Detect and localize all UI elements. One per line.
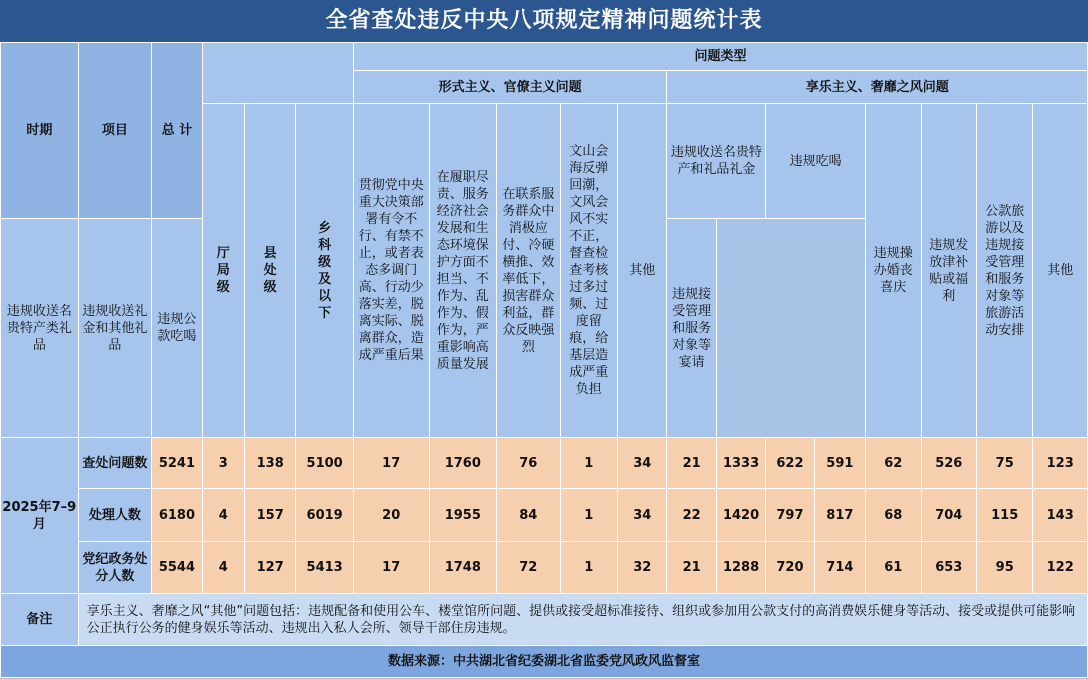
- cell-value: 123: [1033, 438, 1088, 489]
- header-wedding: 违规操办婚丧喜庆: [866, 104, 921, 438]
- header-problem-type: 问题类型: [353, 43, 1087, 71]
- cell-value: 1: [560, 438, 617, 489]
- header-gift-2: 违规收送礼金和其他礼品: [78, 219, 152, 438]
- statistics-table: [0, 42, 1088, 678]
- cell-value: 122: [1033, 542, 1088, 594]
- cell-value: 714: [814, 542, 865, 594]
- cell-value: 115: [976, 489, 1032, 542]
- cell-value: 21: [667, 438, 716, 489]
- cell-value: 1955: [429, 489, 497, 542]
- row-label: 查处问题数: [78, 438, 152, 489]
- row-label: 处理人数: [78, 489, 152, 542]
- cell-value: 68: [866, 489, 921, 542]
- header-meal-group: 违规吃喝: [766, 104, 866, 219]
- cell-value: 75: [976, 438, 1032, 489]
- header-total: 总 计: [152, 43, 202, 219]
- header-gift-1: 违规收送名贵特产类礼品: [1, 219, 79, 438]
- cell-value: 817: [814, 489, 865, 542]
- cell-value: 526: [921, 438, 976, 489]
- cell-value: 138: [244, 438, 295, 489]
- cell-value: 76: [497, 438, 561, 489]
- cell-value: 1748: [429, 542, 497, 594]
- cell-value: 6180: [152, 489, 202, 542]
- cell-value: 5100: [296, 438, 353, 489]
- header-level-xian: [244, 104, 295, 438]
- note-label: 备注: [1, 594, 79, 646]
- header-level-ting-label: 厅局级: [216, 246, 230, 295]
- header-level-xiang: [296, 104, 353, 438]
- cell-value: 1420: [716, 489, 765, 542]
- cell-value: 20: [353, 489, 429, 542]
- cell-value: 1: [560, 542, 617, 594]
- cell-value: 797: [766, 489, 814, 542]
- cell-value: 34: [618, 438, 667, 489]
- cell-value: 21: [667, 542, 716, 594]
- row-label: 党纪政务处分人数: [78, 542, 152, 594]
- cell-value: 1760: [429, 438, 497, 489]
- header-hedonism: 享乐主义、奢靡之风问题: [667, 71, 1088, 104]
- header-subsidy: 违规发放津补贴或福利: [921, 104, 976, 438]
- cell-value: 72: [497, 542, 561, 594]
- cell-value: 22: [667, 489, 716, 542]
- cell-value: 17: [353, 438, 429, 489]
- table-row: [1, 489, 1088, 542]
- cell-value: 84: [497, 489, 561, 542]
- header-formalism-2: 在履职尽责、服务经济社会发展和生态环境保护方面不担当、不作为、乱作为、假作为，严重影响高质量发展: [429, 104, 497, 438]
- cell-value: 62: [866, 438, 921, 489]
- cell-value: 127: [244, 542, 295, 594]
- table-row: [1, 542, 1088, 594]
- header-formalism: 形式主义、官僚主义问题: [353, 71, 667, 104]
- cell-value: 95: [976, 542, 1032, 594]
- cell-value: 5544: [152, 542, 202, 594]
- header-gift-group: 违规收送名贵特产和礼品礼金: [667, 104, 766, 219]
- cell-value: 61: [866, 542, 921, 594]
- cell-value: 143: [1033, 489, 1088, 542]
- page-title: 全省查处违反中央八项规定精神问题统计表: [0, 0, 1088, 42]
- cell-value: 157: [244, 489, 295, 542]
- cell-value: 720: [766, 542, 814, 594]
- cell-value: 1333: [716, 438, 765, 489]
- cell-value: 4: [202, 489, 244, 542]
- cell-value: 34: [618, 489, 667, 542]
- period-cell: 2025年7–9月: [1, 438, 79, 594]
- cell-value: 3: [202, 438, 244, 489]
- cell-value: 704: [921, 489, 976, 542]
- cell-value: 5413: [296, 542, 353, 594]
- header-meal-1: 违规公款吃喝: [152, 219, 202, 438]
- header-level-xiang-label: 乡科级及以下: [318, 220, 332, 321]
- header-meal-2: 违规接受管理和服务对象等宴请: [667, 219, 716, 438]
- cell-value: 591: [814, 438, 865, 489]
- header-level-xian-label: 县处级: [263, 246, 277, 295]
- header-travel: 公款旅游以及违规接受管理和服务对象等旅游活动安排: [976, 104, 1032, 438]
- cell-value: 1288: [716, 542, 765, 594]
- data-source: 数据来源：中共湖北省纪委湖北省监委党风政风监督室: [1, 646, 1088, 678]
- header-formalism-4: 文山会海反弹回潮，文风会风不实不正，督查检查考核过多过频、过度留痕，给基层造成严重负担: [560, 104, 617, 438]
- header-level-blank: [202, 43, 353, 104]
- header-item: 项目: [78, 43, 152, 219]
- note-text: 享乐主义、奢靡之风“其他”问题包括：违规配备和使用公车、楼堂馆所问题、提供或接受超标准接待、组织或参加用公款支付的高消费娱乐健身等活动、接受或提供可能影响公正执行公务的健身娱乐等活动、违规出入私人会所、领导干部住房违规。: [78, 594, 1087, 646]
- cell-value: 4: [202, 542, 244, 594]
- header-hedonism-other: 其他: [1033, 104, 1088, 438]
- cell-value: 653: [921, 542, 976, 594]
- cell-value: 6019: [296, 489, 353, 542]
- header-formalism-3: 在联系服务群众中消极应付、冷硬横推、效率低下，损害群众利益，群众反映强烈: [497, 104, 561, 438]
- header-period: 时期: [1, 43, 79, 219]
- header-formalism-1: 贯彻党中央重大决策部署有令不行、有禁不止，或者表态多调门高、行动少落实差，脱离实际、脱离群众，造成严重后果: [353, 104, 429, 438]
- cell-value: 32: [618, 542, 667, 594]
- header-formalism-other: 其他: [618, 104, 667, 438]
- header-level-ting: [202, 104, 244, 438]
- cell-value: 5241: [152, 438, 202, 489]
- cell-value: 17: [353, 542, 429, 594]
- cell-value: 1: [560, 489, 617, 542]
- cell-value: 622: [766, 438, 814, 489]
- table-row: [1, 438, 1088, 489]
